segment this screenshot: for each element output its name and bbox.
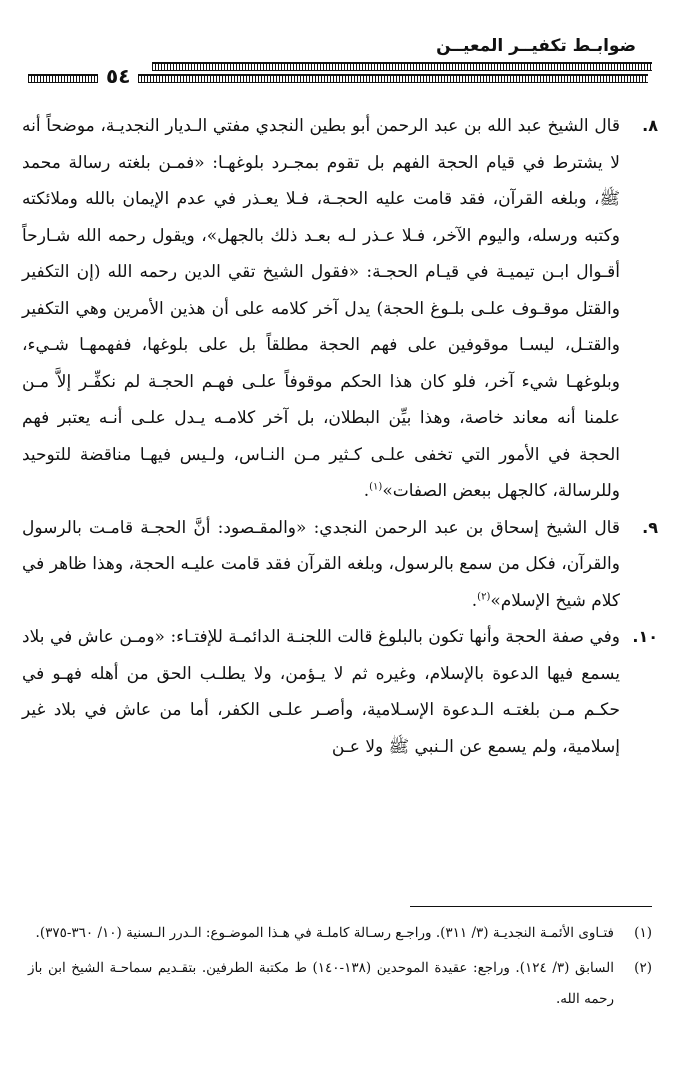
footnote-ref[interactable]: (٢) bbox=[477, 590, 491, 602]
footnote-mark: (١) bbox=[634, 925, 652, 941]
numbered-item-10 bbox=[22, 619, 658, 765]
footnote-mark: (٢) bbox=[634, 960, 652, 976]
item-text: قال الشيخ إسحاق بن عبد الرحمن النجدي: «والمقـصود: أنَّ الحجـة قامـت بالرسول والقرآن، فكل من سمع بالرسول، وبلغه القرآن فقد قامت عليـه الحجة، وهذا ظاهر في كلام شيخ الإسلام» bbox=[22, 517, 620, 611]
numbered-item-8: ٨. قال الشيخ عبد الله بن عبد الرحمن أبو بطين النجدي مفتي الـديار النجديـة، موضحاً أنه لا يشترط في قيام الحجة الفهم بل تقوم بمجـرد بلوغهـا: «فمـن بلغته رسالة محمد ﷺ، وبلغه القرآن، فقد قامت عليه الحجـة، فـلا يعـذر في عدم الإيمان بالله وملائكته وكتبه ورسله، واليوم الآخر، فـلا عـذر لـه بعـد ذلك بالجهل»، ويقول رحمه الله شـارحاً أقـوال ابـن تيميـة في قيـام الحجـة: «فقول الشيخ تقي الدين رحمه الله (إن التكفير والقتل موقـوف علـى بلـوغ الحجة) يدل آخر كلامه على أن هذين الأمرين وهي التكفير والقتـل، ليسـا موقوفين على فهم الحجة مطلقاً بل على بلوغها، ففهمهـا شـيء، وبلوغهـا شيء آخر، فلو كان هذا الحكم موقوفاً علـى فهـم الحجـة لم نكفِّـر إلاَّ مـن علمنا أنه معاند خاصة، وهذا بيِّن البطلان، بل آخر كلامـه يـدل علـى أنـه يعتبر فهم الحجة في الأمور التي تخفى علـى كـثير مـن النـاس، ولـيس فيهـا مناقضة للتوحيد وللرسالة، كالجهل ببعض الصفات»$^{(١)}$. bbox=[22, 108, 658, 510]
item-number: ١٠. bbox=[632, 627, 658, 646]
running-title: ضوابـط تكفيــر المعيــن bbox=[436, 36, 636, 56]
footnote-text: السابق (٣/ ١٢٤). وراجع: عقيدة الموحدين (١٣٨-١٤٠) ط مكتبة الطرفين. بتقـديم سماحـة الشيخ ابن باز رحمه الله. bbox=[28, 960, 614, 1007]
item-text: قال الشيخ عبد الله بن عبد الرحمن أبو بطين النجدي مفتي الـديار النجديـة، موضحاً أنه لا يشترط في قيام الحجة الفهم بل تقوم بمجـرد بلوغهـا: «فمـن بلغته رسالة محمد ﷺ، وبلغه القرآن، فقد قامت عليه الحجـة، فـلا يعـذر في عدم الإيمان بالله وملائكته وكتبه ورسله، واليوم الآخر، فـلا عـذر لـه بعـد ذلك بالجهل»، ويقول رحمه الله شـارحاً أقـوال ابـن تيميـة في قيـام الحجـة: «فقول الشيخ تقي الدين رحمه الله (إن التكفير والقتل موقـوف علـى بلـوغ الحجة) يدل آخر كلامه على أن هذين الأمرين وهي التكفير والقتـل، ليسـا موقوفين على فهم الحجة مطلقاً بل على بلوغها، ففهمهـا شـيء، وبلوغهـا شيء آخر، فلو كان هذا الحكم موقوفاً علـى فهـم الحجـة لم نكفِّـر إلاَّ مـن علمنا أنه معاند خاصة، وهذا بيِّن البطلان، بل آخر كلامـه يـدل علـى أنـه يعتبر فهم الحجة في الأمور التي تخفى علـى كـثير مـن النـاس، ولـيس فيهـا مناقضة للتوحيد وللرسالة، كالجهل ببعض الصفات» bbox=[22, 116, 620, 501]
numbered-item-9: ٩. قال الشيخ إسحاق بن عبد الرحمن النجدي: «والمقـصود: أنَّ الحجـة قامـت بالرسول والقرآن، فكل من سمع بالرسول، وبلغه القرآن فقد قامت عليـه الحجة، وهذا ظاهر في كلام شيخ الإسلام»$^{(٢)}$. bbox=[22, 510, 658, 620]
item-text: وفي صفة الحجة وأنها تكون بالبلوغ قالت اللجنـة الدائمـة للإفتـاء: «ومـن عاش في بلاد يسمع فيها الدعوة بالإسلام، وغيره ثم لا يـؤمن، ولا يطلـب الحق من أهله فهـو في حكـم مـن بلغتـه الـدعوة الإسـلامية، وأصـر علـى الكفر، أما من عاش في بلاد غير إسلامية، ولم يسمع عن الـنبي ﷺ ولا عـن bbox=[22, 627, 620, 757]
main-text bbox=[22, 108, 658, 765]
item-number: ٩. bbox=[642, 517, 658, 537]
page-header bbox=[28, 30, 652, 88]
header-rule-left bbox=[28, 74, 98, 83]
footnotes bbox=[28, 918, 652, 1019]
footnote-separator bbox=[410, 906, 652, 907]
footnote-2 bbox=[28, 953, 652, 1015]
footnote-ref[interactable]: (١) bbox=[369, 481, 383, 493]
header-rule-top bbox=[152, 62, 652, 71]
item-number: ٨. bbox=[642, 116, 658, 135]
header-rule-right bbox=[138, 74, 648, 83]
page-number: ٥٤ bbox=[106, 64, 131, 88]
footnote-text: فتـاوى الأئمـة النجديـة (٣/ ٣١١). وراجـع رسـالة كاملـة في هـذا الموضـوع: الـدرر الـسنية (١٠/ ٣٦٠-٣٧٥). bbox=[35, 925, 614, 941]
footnote-1 bbox=[28, 918, 652, 949]
